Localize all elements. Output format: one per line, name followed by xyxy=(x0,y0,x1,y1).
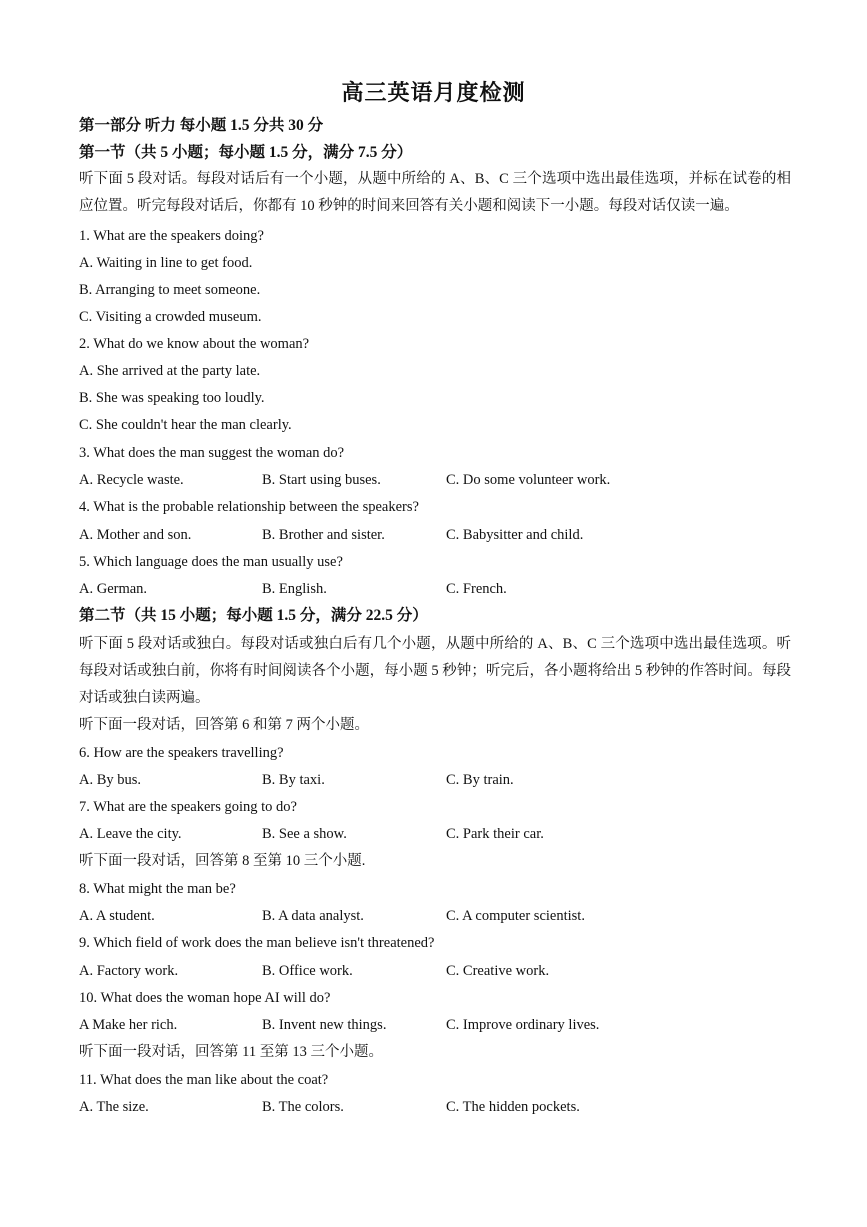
group3-instruction: 听下面一段对话，回答第 11 至第 13 三个小题。 xyxy=(79,1044,383,1060)
option-3a: A. Recycle waste. xyxy=(79,472,184,488)
option-8c: C. A computer scientist. xyxy=(446,908,585,924)
section1-heading: 第一节（共 5 小题；每小题 1.5 分，满分 7.5 分） xyxy=(79,144,413,161)
part1-heading: 第一部分 听力 每小题 1.5 分共 30 分 xyxy=(79,117,324,134)
option-2c: C. She couldn't hear the man clearly. xyxy=(79,417,292,433)
option-5c: C. French. xyxy=(446,581,507,597)
group1-instruction: 听下面一段对话，回答第 6 和第 7 两个小题。 xyxy=(79,717,369,733)
option-5a: A. German. xyxy=(79,581,148,597)
question-3: 3. What does the man suggest the woman do? xyxy=(79,445,345,461)
page-title: 高三英语月度检测 xyxy=(341,81,526,106)
option-5b: B. English. xyxy=(262,581,327,597)
question-11: 11. What does the man like about the coat? xyxy=(79,1072,329,1088)
section1-instructions: 听下面 5 段对话。每段对话后有一个小题，从题中所给的 A、B、C 三个选项中选出最佳选项，并标在试卷的相应位置。听完每段对话后，你都有 10 秒钟的时间来回答有关小题和阅读下一小题。每段对话仅读一遍。 xyxy=(79,171,791,214)
option-10b: B. Invent new things. xyxy=(262,1017,387,1033)
option-8b: B. A data analyst. xyxy=(262,908,364,924)
option-2a: A. She arrived at the party late. xyxy=(79,363,261,379)
option-10c: C. Improve ordinary lives. xyxy=(446,1017,600,1033)
question-4: 4. What is the probable relationship between the speakers? xyxy=(79,499,419,515)
question-1: 1. What are the speakers doing? xyxy=(79,228,264,244)
question-7: 7. What are the speakers going to do? xyxy=(79,799,297,815)
question-8: 8. What might the man be? xyxy=(79,881,236,897)
option-11a: A. The size. xyxy=(79,1099,149,1115)
option-11c: C. The hidden pockets. xyxy=(446,1099,580,1115)
option-4c: C. Babysitter and child. xyxy=(446,527,584,543)
option-4a: A. Mother and son. xyxy=(79,527,192,543)
question-9: 9. Which field of work does the man believe isn't threatened? xyxy=(79,935,435,951)
option-2b: B. She was speaking too loudly. xyxy=(79,390,265,406)
question-10: 10. What does the woman hope AI will do? xyxy=(79,990,331,1006)
option-8a: A. A student. xyxy=(79,908,155,924)
option-9a: A. Factory work. xyxy=(79,963,179,979)
group2-instruction: 听下面一段对话，回答第 8 至第 10 三个小题. xyxy=(79,853,366,869)
section2-instructions: 听下面 5 段对话或独白。每段对话或独白后有几个小题，从题中所给的 A、B、C 三个选项中选出最佳选项。听每段对话或独白前，你将有时间阅读各个小题，每小题 5 秒钟；听完后，各小题将给出 5 秒钟的作答时间。每段对话或独白读两遍。 xyxy=(79,636,791,706)
option-6c: C. By train. xyxy=(446,772,514,788)
option-7a: A. Leave the city. xyxy=(79,826,182,842)
option-3b: B. Start using buses. xyxy=(262,472,381,488)
option-6b: B. By taxi. xyxy=(262,772,325,788)
option-7b: B. See a show. xyxy=(262,826,347,842)
question-5: 5. Which language does the man usually use? xyxy=(79,554,343,570)
option-9b: B. Office work. xyxy=(262,963,353,979)
option-9c: C. Creative work. xyxy=(446,963,550,979)
option-10a: A Make her rich. xyxy=(79,1017,178,1033)
question-2: 2. What do we know about the woman? xyxy=(79,336,310,352)
section2-heading: 第二节（共 15 小题；每小题 1.5 分，满分 22.5 分） xyxy=(79,607,428,624)
option-1a: A. Waiting in line to get food. xyxy=(79,255,253,271)
question-6: 6. How are the speakers travelling? xyxy=(79,745,284,761)
option-1c: C. Visiting a crowded museum. xyxy=(79,309,262,325)
option-6a: A. By bus. xyxy=(79,772,142,788)
option-1b: B. Arranging to meet someone. xyxy=(79,282,261,298)
option-3c: C. Do some volunteer work. xyxy=(446,472,611,488)
option-7c: C. Park their car. xyxy=(446,826,544,842)
option-11b: B. The colors. xyxy=(262,1099,344,1115)
option-4b: B. Brother and sister. xyxy=(262,527,385,543)
